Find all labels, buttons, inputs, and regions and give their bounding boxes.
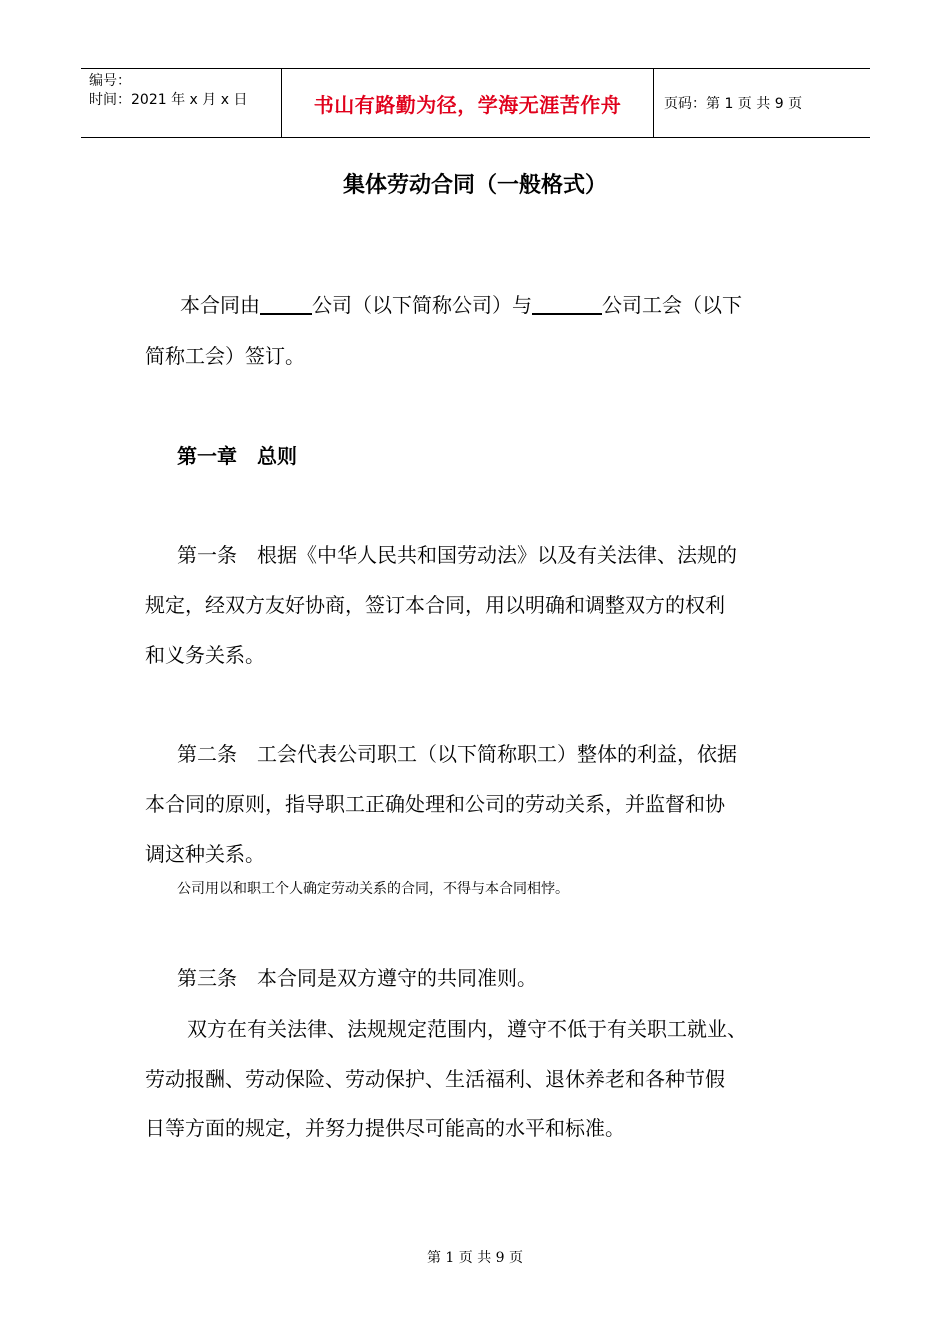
- intro-a: 本合同由: [180, 293, 260, 317]
- header-table: [81, 68, 870, 138]
- art2-line-3: 调这种关系。: [145, 842, 265, 866]
- code-label: 编号：: [89, 73, 131, 89]
- art3-line-1: 第三条 本合同是双方遵守的共同准则。: [177, 966, 537, 990]
- chapter-heading: 第一章 总则: [177, 444, 297, 468]
- art2-line-1: 第二条 工会代表公司职工（以下简称职工）整体的利益，依据: [177, 742, 737, 766]
- time-label: 时间：2021 年 x 月 x 日: [89, 92, 248, 108]
- intro-line-2: 简称工会）签订。: [145, 344, 305, 368]
- page-label: 页码：第 1 页 共 9 页: [664, 96, 803, 112]
- header-meta: [81, 69, 281, 137]
- note-text: 公司用以和职工个人确定劳动关系的合同，不得与本合同相悖。: [177, 881, 569, 897]
- blank-union: [532, 293, 602, 315]
- art3-line-2: 双方在有关法律、法规规定范围内，遵守不低于有关职工就业、: [187, 1017, 747, 1041]
- motto: 书山有路勤为径，学海无涯苦作舟: [313, 92, 622, 117]
- art1-line-1: 第一条 根据《中华人民共和国劳动法》以及有关法律、法规的: [177, 543, 737, 567]
- intro-b: 公司（以下简称公司）与: [312, 293, 532, 317]
- art1-line-3: 和义务关系。: [145, 643, 265, 667]
- intro-c: 公司工会（以下: [602, 293, 742, 317]
- art3-line-3: 劳动报酬、劳动保险、劳动保护、生活福利、退休养老和各种节假: [145, 1067, 725, 1091]
- document-title: 集体劳动合同（一般格式）: [342, 173, 607, 198]
- art3-line-4: 日等方面的规定，并努力提供尽可能高的水平和标准。: [145, 1116, 625, 1140]
- header-page-cell: [654, 69, 870, 137]
- blank-company: [260, 293, 312, 315]
- page-footer: 第 1 页 共 9 页: [426, 1250, 524, 1266]
- art2-line-2: 本合同的原则，指导职工正确处理和公司的劳动关系，并监督和协: [145, 792, 725, 816]
- art1-line-2: 规定，经双方友好协商，签订本合同，用以明确和调整双方的权利: [145, 593, 725, 617]
- intro-line-1: [180, 289, 742, 318]
- header-motto-cell: [281, 69, 654, 137]
